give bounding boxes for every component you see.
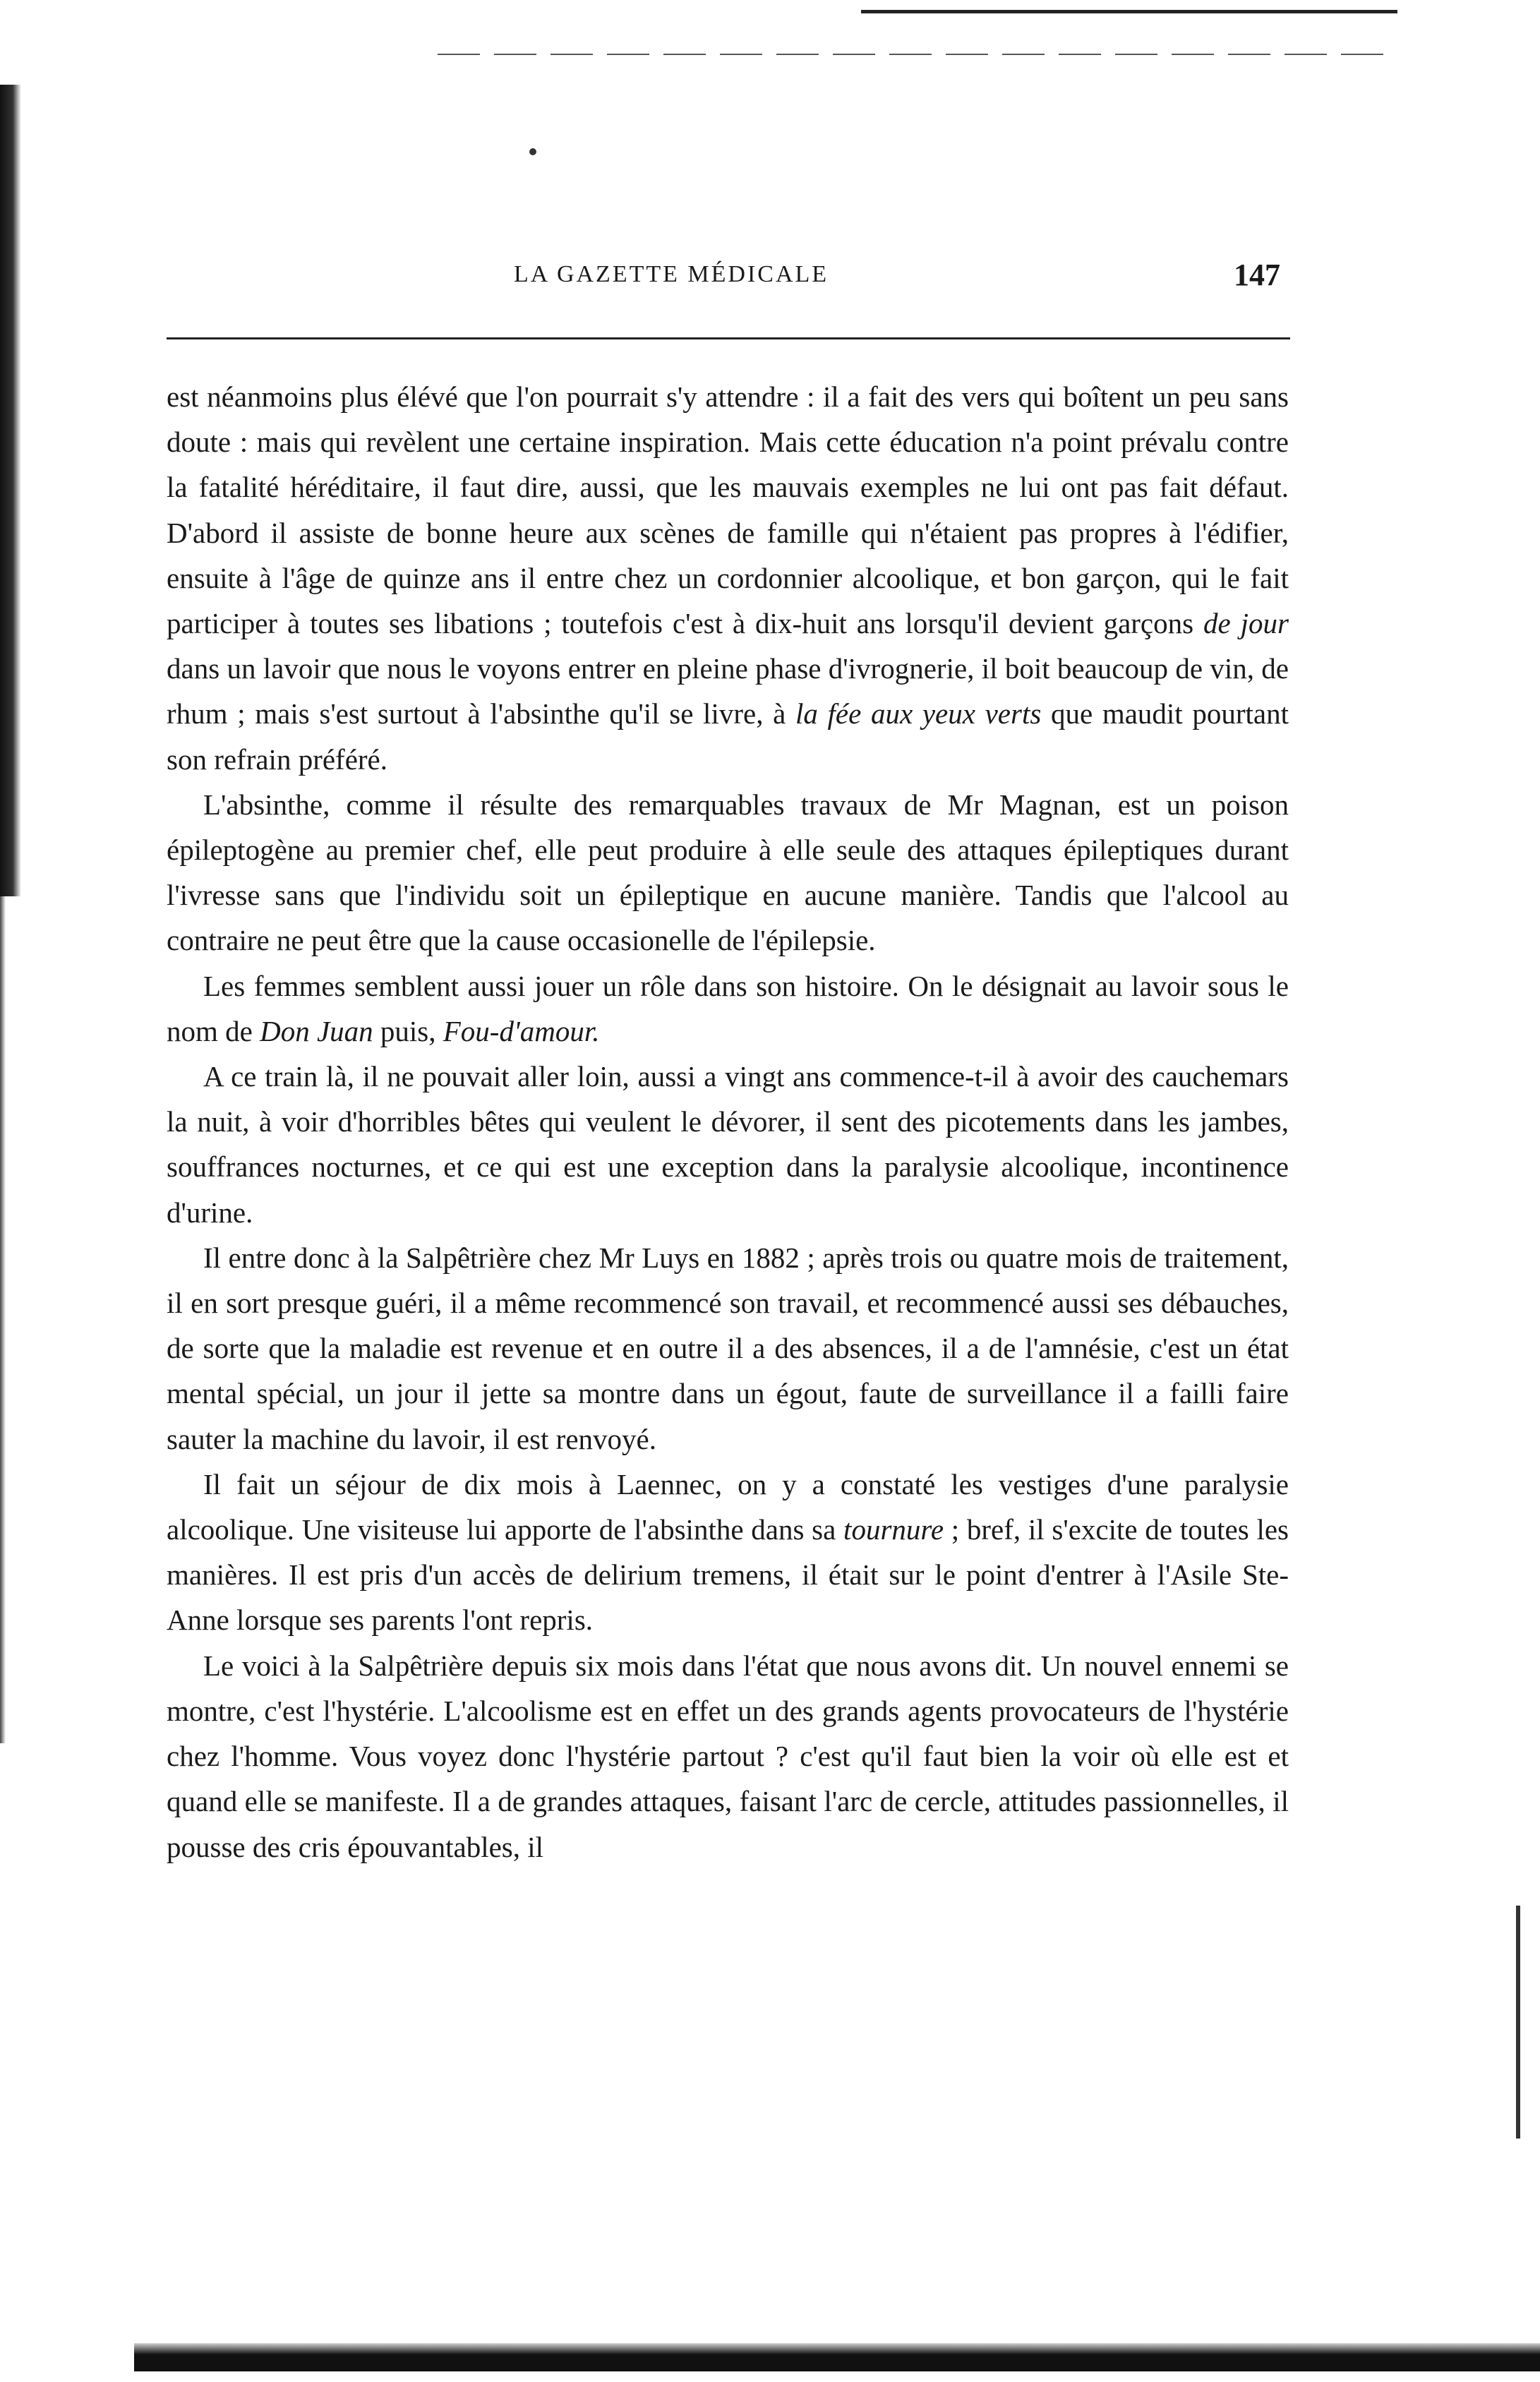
italic-text: Fou-d'amour. — [443, 1014, 600, 1047]
paragraph-text: que maudit pourtant son refrain préféré. — [167, 697, 1289, 776]
body-text — [167, 374, 1289, 1870]
running-title: LA GAZETTE MÉDICALE — [514, 261, 829, 287]
paragraph-text: Il entre donc à la Salpêtrière chez Mr Luys en 1882 ; après trois ou quatre mois de traitement, il en sort presque guéri, il a même recommencé son travail, et recommencé aussi ses débauches, de sorte que la maladie est revenue et en outre il a des absences, il a de l'amnésie, c'est un état mental spécial, un jour il jette sa montre dans un égout, faute de surveillance il a failli faire sauter la machine du lavoir, il est renvoyé. — [167, 1241, 1289, 1455]
scan-artifact-left-edge-lower — [0, 896, 6, 1743]
italic-text: Don Juan — [260, 1014, 373, 1047]
scan-artifact-left-edge — [0, 85, 21, 896]
paragraph-text: Le voici à la Salpêtrière depuis six mois dans l'état que nous avons dit. Un nouvel ennemi se montre, c'est l'hystérie. L'alcoolisme est en effet un des grands agents provocateurs de l'hystérie chez l'homme. Vous voyez donc l'hystérie partout ? c'est qu'il faut bien la voir où elle est et quand elle se manifeste. Il a de grandes attaques, faisant l'arc de cercle, attitudes passionnelles, il pousse des cris épouvantables, il — [167, 1649, 1289, 1863]
book-page — [167, 258, 1289, 1863]
paragraph — [167, 374, 1289, 782]
paragraph — [167, 1462, 1289, 1643]
scan-artifact-right-mark — [1516, 1906, 1520, 2139]
italic-text: tournure — [843, 1513, 944, 1546]
header-rule — [167, 337, 1290, 339]
paragraph — [167, 1054, 1289, 1235]
paragraph — [167, 1235, 1289, 1462]
paragraph — [167, 963, 1289, 1054]
page-number: 147 — [1234, 258, 1280, 292]
italic-text: la fée aux yeux verts — [795, 697, 1042, 730]
paragraph — [167, 1643, 1289, 1870]
paragraph-text: ; bref, il s'excite de toutes les manières. Il est pris d'un accès de delirium tremens, il était sur le point d'entrer à l'Asile Ste-Anne lorsque ses parents l'ont repris. — [167, 1513, 1289, 1637]
paragraph-text: est néanmoins plus élévé que l'on pourrait s'y attendre : il a fait des vers qui boîtent un peu sans doute : mais qui revèlent une certaine inspiration. Mais cette éducation n'a point prévalu contre la fatalité héréditaire, il faut dire, aussi, que les mauvais exemples ne lui ont pas fait défaut. D'abord il assiste de bonne heure aux scènes de famille qui n'étaient pas propres à l'édifier, ensuite à l'âge de quinze ans il entre chez un cordonnier alcoolique, et bon garçon, qui le fait participer à toutes ses libations ; toutefois c'est à dix-huit ans lorsqu'il devient garçons — [167, 380, 1289, 640]
paragraph-text: L'absinthe, comme il résulte des remarquables travaux de Mr Magnan, est un poison épileptogène au premier chef, elle peut produire à elle seule des attaques épileptiques durant l'ivresse sans que l'individu soit un épileptique en aucune manière. Tandis que l'alcool au contraire ne peut être que la cause occasionelle de l'épilepsie. — [167, 788, 1289, 957]
paragraph-text: puis, — [373, 1014, 443, 1047]
scan-artifact-top — [861, 10, 1397, 13]
scan-artifact-dot — [529, 148, 536, 155]
paragraph-text: Les femmes semblent aussi jouer un rôle dans son histoire. On le désignait au lavoir sous le nom de — [167, 969, 1289, 1047]
running-head — [167, 258, 1285, 303]
paragraph-text: dans un lavoir que nous le voyons entrer en pleine phase d'ivrognerie, il boit beaucoup de vin, de rhum ; mais s'est surtout à l'absinthe qu'il se livre, à — [167, 652, 1289, 730]
scan-artifact-dashed-line — [438, 54, 1390, 55]
scan-artifact-bottom-edge — [134, 2343, 1540, 2371]
italic-text: de jour — [1203, 607, 1289, 640]
paragraph-text: Il fait un séjour de dix mois à Laennec, on y a constaté les vestiges d'une paralysie alcoolique. Une visiteuse lui apporte de l'absinthe dans sa — [167, 1467, 1289, 1546]
paragraph-text: A ce train là, il ne pouvait aller loin, aussi a vingt ans commence-t-il à avoir des cauchemars la nuit, à voir d'horribles bêtes qui veulent le dévorer, il sent des picotements dans les jambes, souffrances nocturnes, et ce qui est une exception dans la paralysie alcoolique, incontinence d'urine. — [167, 1060, 1289, 1229]
paragraph — [167, 782, 1289, 963]
